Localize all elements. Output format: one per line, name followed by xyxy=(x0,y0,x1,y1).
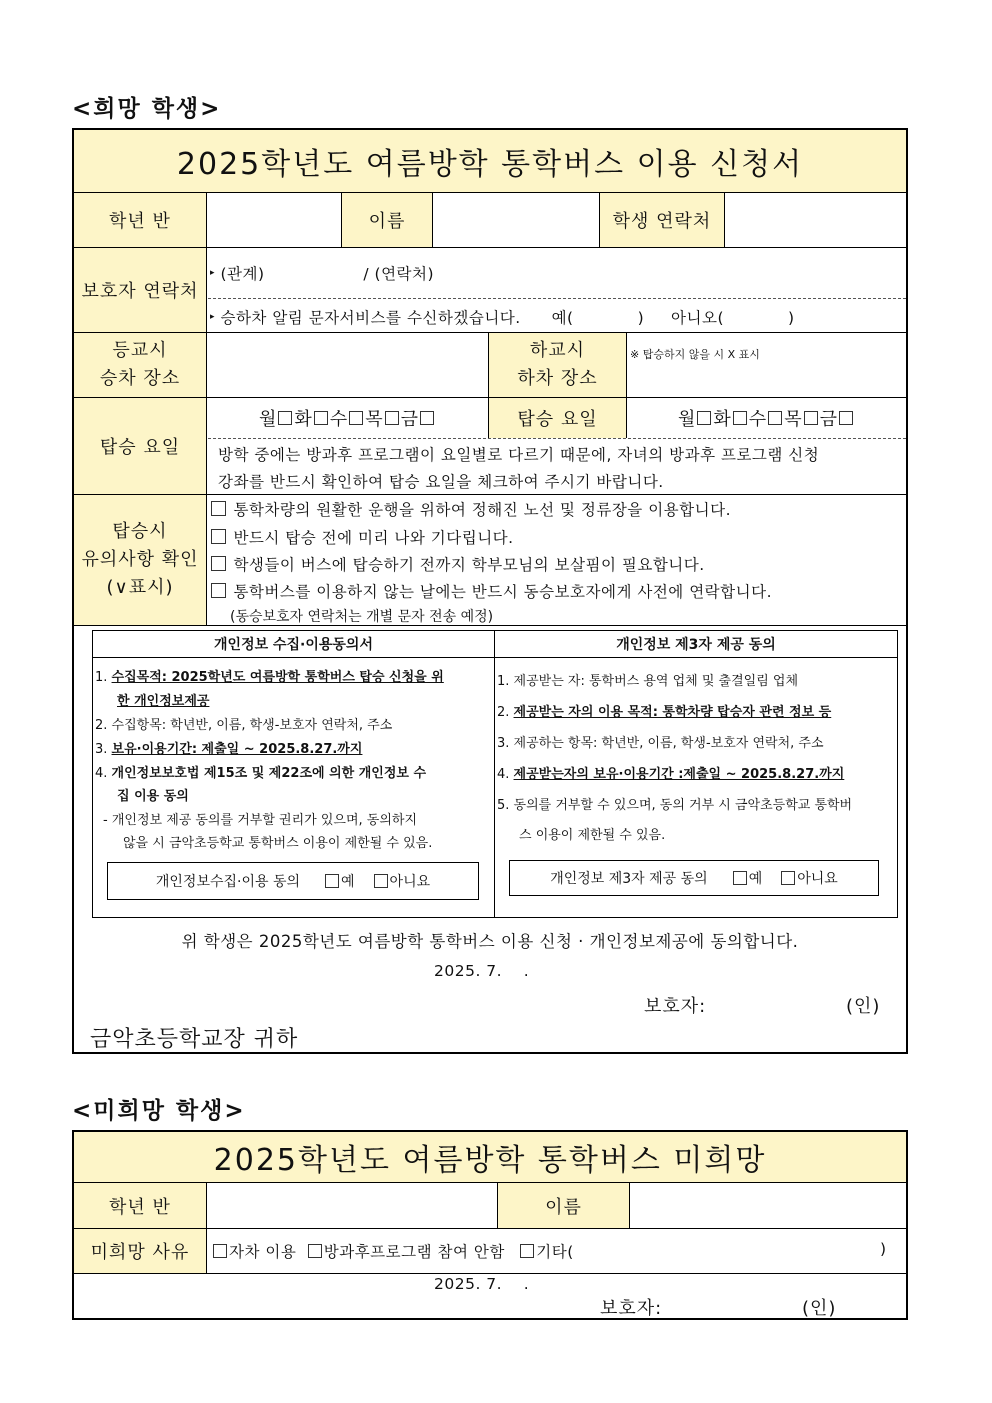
section-label-decline: <미희망 학생> xyxy=(72,1098,246,1124)
day-fri-label: 금 xyxy=(400,409,419,430)
privacy-left-item-1-num: 1. xyxy=(95,670,112,685)
decline-grade-class-label: 학년 반 xyxy=(74,1183,206,1228)
decline-form-title: 2025학년도 여름방학 통학버스 미희망 xyxy=(74,1132,906,1182)
boarding-label-line2: 승차 장소 xyxy=(99,368,181,389)
reason-no-program-label: 방과후프로그램 참여 안함 xyxy=(323,1243,505,1261)
privacy-table xyxy=(92,630,898,918)
privacy-left-item-1-cont: 한 개인정보제공 xyxy=(117,694,210,709)
decline-date: 2025. 7. . xyxy=(434,1275,530,1293)
privacy-left-item-4-cont: 집 이용 동의 xyxy=(117,789,189,804)
relation-row[interactable]: ▸ (관계) / (연락처) xyxy=(210,265,435,283)
days-note-line1: 방학 중에는 방과후 프로그램이 요일별로 다르기 때문에, 자녀의 방과후 프로그램 신청 xyxy=(218,446,820,464)
notice-checkbox-1[interactable] xyxy=(211,501,226,516)
privacy-right-item-3: 3. 제공하는 항목: 학년반, 이름, 학생-보호자 연락처, 주소 xyxy=(497,736,824,751)
agreement-text: 위 학생은 2025학년도 여름방학 통학버스 이용 신청 · 개인정보제공에 동의합니다. xyxy=(181,932,799,951)
dropoff-day-mon-checkbox[interactable] xyxy=(697,411,711,425)
day-tue-checkbox[interactable] xyxy=(314,411,328,425)
apply-date: 2025. 7. . xyxy=(434,962,530,980)
privacy-right-item-2 xyxy=(497,701,831,720)
addressee: 금악초등학교장 귀하 xyxy=(90,1027,299,1052)
privacy-right-item-2-num: 2. xyxy=(497,705,514,720)
privacy-right-title: 개인정보 제3자 제공 동의 xyxy=(616,637,776,653)
dropoff-day-wed-label: 수 xyxy=(748,409,768,430)
privacy-left-item-2: 2. 수집항목: 학년반, 이름, 학생-보호자 연락처, 주소 xyxy=(95,718,393,733)
boarding-place-field[interactable] xyxy=(207,333,488,397)
sms-no-option[interactable]: 아니오( xyxy=(671,309,725,327)
day-wed-label: 수 xyxy=(329,409,349,430)
apply-guardian-label: 보호자: xyxy=(644,996,707,1017)
dropoff-day-tue-checkbox[interactable] xyxy=(733,411,747,425)
ride-days-left xyxy=(207,398,488,438)
dropoff-day-tue-label: 화 xyxy=(713,409,732,430)
reason-own-car-label: 자차 이용 xyxy=(229,1243,297,1261)
sms-yes-close: ) xyxy=(637,309,645,327)
section-label-apply: <희망 학생> xyxy=(72,96,222,122)
privacy-left-item-5: - 개인정보 제공 동의를 거부할 권리가 있으며, 동의하지 xyxy=(103,813,418,828)
contact-text: / (연락처) xyxy=(363,265,435,283)
day-tue-label: 화 xyxy=(294,409,313,430)
dropoff-day-mon-label: 월 xyxy=(678,409,697,430)
dropoff-day-thu-checkbox[interactable] xyxy=(804,411,818,425)
ride-days-right xyxy=(627,398,906,438)
form-title: 2025학년도 여름방학 통학버스 이용 신청서 xyxy=(74,130,906,192)
reason-no-program-checkbox[interactable] xyxy=(308,1244,322,1258)
dropoff-label-line2: 하차 장소 xyxy=(517,368,598,389)
privacy-left-no-checkbox[interactable] xyxy=(374,874,388,888)
notice-item xyxy=(210,580,772,602)
notice-text-1: 통학차량의 원활한 운행을 위하여 정해진 노선 및 정류장을 이용합니다. xyxy=(233,501,731,519)
reason-other-checkbox[interactable] xyxy=(520,1244,534,1258)
apply-seal[interactable]: (인) xyxy=(846,996,881,1017)
decline-guardian-label: 보호자: xyxy=(600,1298,663,1319)
dropoff-day-wed-checkbox[interactable] xyxy=(768,411,782,425)
reason-other-label: 기타( xyxy=(536,1243,574,1261)
privacy-right-item-1: 1. 제공받는 자: 통학버스 용역 업체 및 출결일림 업체 xyxy=(497,674,799,689)
name-label: 이름 xyxy=(342,193,432,247)
notice-checkbox-2[interactable] xyxy=(211,529,226,544)
boarding-place-label xyxy=(74,333,206,397)
privacy-right-item-5: 5. 동의를 거부할 수 있으며, 동의 거부 시 금악초등학교 통학버 xyxy=(497,798,853,813)
notice-text-3: 학생들이 버스에 탑승하기 전까지 학부모님의 보살핌이 필요합니다. xyxy=(233,556,705,574)
privacy-left-consent-label: 개인정보수집·이용 동의 xyxy=(155,874,301,890)
privacy-right-item-4-num: 4. xyxy=(497,767,514,782)
decline-name-field[interactable] xyxy=(630,1183,906,1228)
dropoff-place-label xyxy=(489,333,626,397)
decline-seal[interactable]: (인) xyxy=(802,1298,837,1319)
days-note-line2: 강좌를 반드시 확인하여 탑승 요일을 체크하여 주시기 바랍니다. xyxy=(218,473,664,491)
privacy-right-item-2-text: 제공받는 자의 이용 목적: 통학차량 탑승자 관련 정보 등 xyxy=(513,705,832,720)
decline-reason-label: 미희망 사유 xyxy=(74,1229,206,1273)
decline-reason-options xyxy=(212,1240,574,1262)
notice-label-line3: (∨표시) xyxy=(106,577,174,598)
guardian-contact-label: 보호자 연락처 xyxy=(74,248,206,332)
day-thu-checkbox[interactable] xyxy=(385,411,399,425)
privacy-left-no-label: 아니요 xyxy=(389,874,431,890)
grade-class-field[interactable] xyxy=(207,193,341,247)
notice-item xyxy=(210,553,705,575)
reason-own-car-checkbox[interactable] xyxy=(213,1244,227,1258)
privacy-right-yes-label: 예 xyxy=(748,871,763,887)
sms-no-close: ) xyxy=(788,309,795,327)
grade-class-label: 학년 반 xyxy=(74,193,206,247)
privacy-right-item-4 xyxy=(497,763,844,782)
privacy-right-no-label: 아니요 xyxy=(797,871,838,887)
dropoff-day-fri-checkbox[interactable] xyxy=(839,411,853,425)
notice-label-line2: 유의사항 확인 xyxy=(81,549,199,570)
privacy-right-item-5-cont: 스 이용이 제한될 수 있음. xyxy=(519,828,666,843)
notice-checkbox-4[interactable] xyxy=(211,583,226,598)
privacy-left-yes-label: 예 xyxy=(341,874,355,890)
privacy-left-item-3 xyxy=(95,738,362,757)
dropoff-label-line1: 하교시 xyxy=(529,340,586,361)
notice-label-line1: 탑승시 xyxy=(112,521,168,542)
privacy-left-item-1 xyxy=(95,666,444,685)
notice-text-4: 통학버스를 이용하지 않는 날에는 반드시 동승보호자에게 사전에 연락합니다. xyxy=(233,583,772,601)
notice-subnote: (동승보호자 연락처는 개별 문자 전송 예정) xyxy=(230,609,494,625)
dropoff-note: ※ 탑승하지 않을 시 X 표시 xyxy=(630,348,760,361)
privacy-left-consent-box xyxy=(107,862,479,900)
notice-item xyxy=(210,498,731,520)
student-contact-field[interactable] xyxy=(725,193,906,247)
privacy-left-item-4-text: 개인정보보호법 제15조 및 제22조에 의한 개인정보 수 xyxy=(111,766,427,781)
privacy-left-item-5-cont: 않을 시 금악초등학교 통학버스 이용이 제한될 수 있음. xyxy=(123,836,433,851)
name-field[interactable] xyxy=(433,193,599,247)
ride-days-right-label: 탑승 요일 xyxy=(489,398,626,438)
privacy-left-item-1-text: 수집목적: 2025학년도 여름방학 통학버스 탑승 신청을 위 xyxy=(111,670,444,685)
day-mon-checkbox[interactable] xyxy=(278,411,292,425)
privacy-left-item-4-num: 4. xyxy=(95,766,112,781)
privacy-right-consent-box xyxy=(509,860,879,896)
notice-checkbox-3[interactable] xyxy=(211,556,226,571)
decline-grade-class-field[interactable] xyxy=(207,1183,497,1228)
privacy-left-item-3-text: 보유·이용기간: 제출일 ~ 2025.8.27.까지 xyxy=(111,742,363,757)
day-fri-checkbox[interactable] xyxy=(420,411,434,425)
reason-other-close: ) xyxy=(880,1240,887,1258)
decline-form xyxy=(72,1130,908,1320)
day-wed-checkbox[interactable] xyxy=(349,411,363,425)
privacy-right-item-4-text: 제공받는자의 보유·이용기간 :제출일 ~ 2025.8.27.까지 xyxy=(513,767,845,782)
privacy-right-no-checkbox[interactable] xyxy=(781,871,795,885)
sms-text: 승하차 알림 문자서비스를 수신하겠습니다. xyxy=(220,309,521,327)
dropoff-day-thu-label: 목 xyxy=(784,409,803,430)
student-contact-label: 학생 연락처 xyxy=(600,193,724,247)
apply-form xyxy=(72,128,908,1054)
decline-name-label: 이름 xyxy=(498,1183,629,1228)
privacy-left-item-3-num: 3. xyxy=(95,742,112,757)
privacy-right-consent-label: 개인정보 제3자 제공 동의 xyxy=(550,871,708,887)
notice-text-2: 반드시 탑승 전에 미리 나와 기다립니다. xyxy=(233,529,514,547)
privacy-left-item-4 xyxy=(95,762,426,781)
notice-label xyxy=(74,495,206,625)
privacy-left-title: 개인정보 수집·이용동의서 xyxy=(214,637,373,653)
privacy-left-yes-checkbox[interactable] xyxy=(325,874,339,888)
privacy-right-yes-checkbox[interactable] xyxy=(733,871,747,885)
boarding-label-line1: 등교시 xyxy=(112,340,168,361)
ride-days-label: 탑승 요일 xyxy=(74,398,206,494)
day-mon-label: 월 xyxy=(259,409,278,430)
notice-item xyxy=(210,526,514,548)
relation-text: (관계) xyxy=(220,265,265,283)
sms-row: ▸ 승하차 알림 문자서비스를 수신하겠습니다. 예( ) 아니오( ) xyxy=(210,309,795,327)
sms-yes-option[interactable]: 예( xyxy=(551,309,574,327)
dropoff-day-fri-label: 금 xyxy=(819,409,838,430)
day-thu-label: 목 xyxy=(365,409,384,430)
